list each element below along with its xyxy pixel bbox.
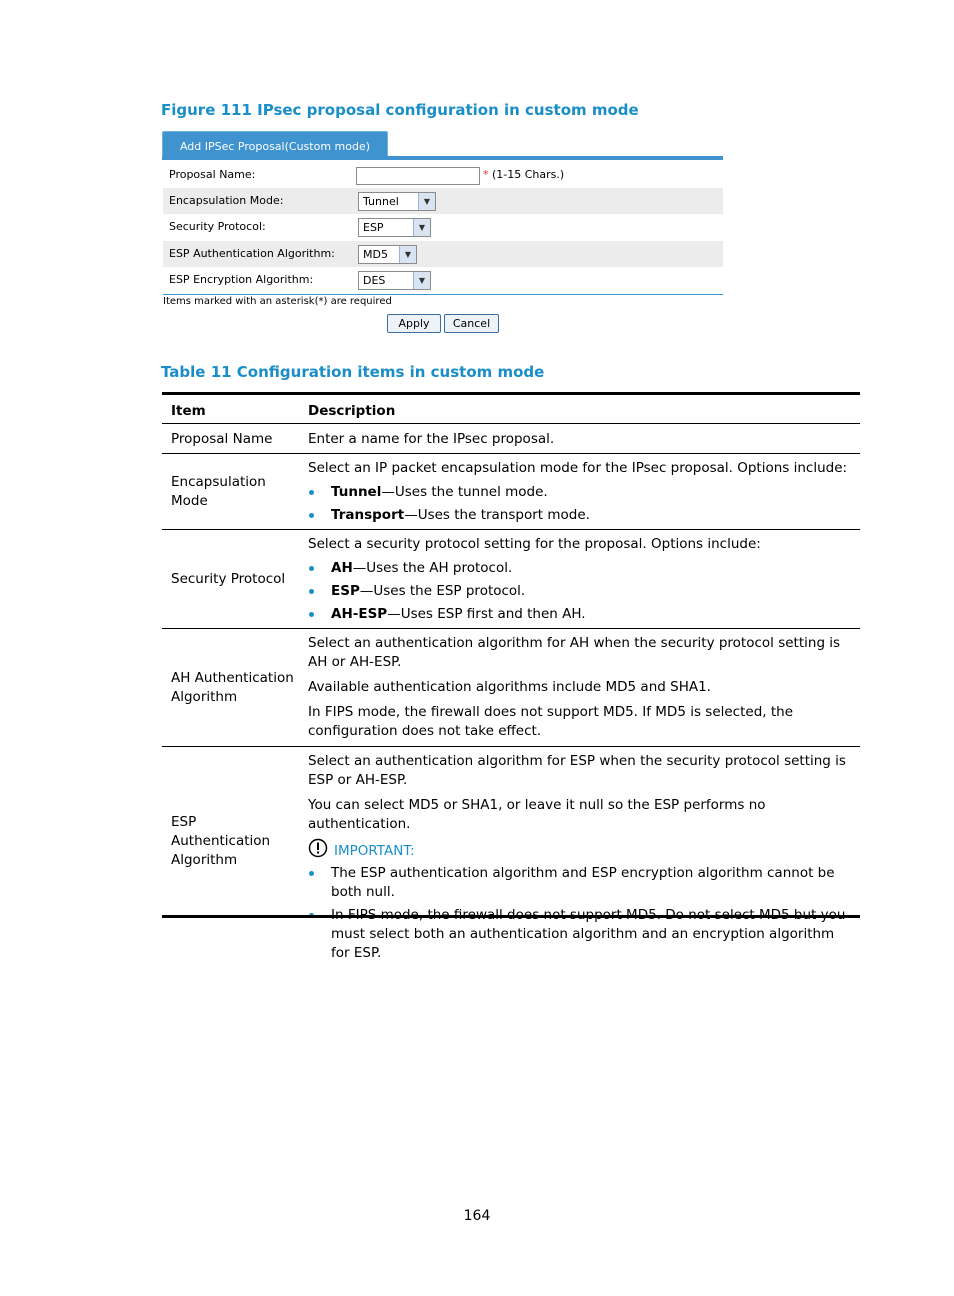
encapsulation-label: Encapsulation Mode: — [169, 194, 284, 207]
bullet-term: Tunnel — [331, 484, 382, 500]
table-top-rule — [162, 392, 860, 395]
proposal-name-row — [163, 162, 723, 188]
tab-underline — [162, 156, 723, 160]
important-label: IMPORTANT: — [334, 843, 415, 859]
encapsulation-value: Tunnel — [363, 195, 399, 208]
apply-button[interactable]: Apply — [387, 314, 441, 333]
encapsulation-row — [163, 188, 723, 214]
esp-enc-row — [163, 267, 723, 293]
warning-icon — [308, 838, 328, 858]
bullet-text: —Uses the transport mode. — [404, 507, 590, 523]
tab-strip — [162, 131, 723, 161]
required-star: * — [483, 168, 489, 181]
row-rule — [162, 529, 860, 530]
esp-auth-label: ESP Authentication Algorithm: — [169, 247, 335, 260]
list-item: The ESP authentication algorithm and ESP encryption algorithm cannot be both null. — [308, 864, 856, 902]
cancel-button[interactable]: Cancel — [444, 314, 499, 333]
important-heading — [308, 840, 856, 861]
bullet-term: Transport — [331, 507, 405, 523]
esp-auth-row — [163, 241, 723, 267]
bullet-term: ESP — [331, 583, 360, 599]
desc-paragraph: In FIPS mode, the firewall does not support MD5. If MD5 is selected, the configuration does not take effect. — [308, 704, 794, 739]
header-item: Item — [171, 403, 206, 419]
protocol-label: Security Protocol: — [169, 220, 266, 233]
bullet-text: —Uses the AH protocol. — [352, 560, 513, 576]
protocol-select[interactable] — [358, 218, 431, 237]
list-item — [308, 605, 856, 624]
encapsulation-select[interactable] — [358, 192, 436, 211]
table-bottom-rule — [162, 915, 860, 918]
page-number: 164 — [463, 1208, 491, 1224]
chevron-down-icon[interactable]: ▼ — [399, 246, 416, 263]
bullet-term: AH-ESP — [331, 606, 388, 622]
proposal-name-input[interactable] — [356, 167, 480, 185]
list-item — [308, 559, 856, 578]
table-row-desc — [308, 752, 856, 963]
table-row-item: AH Authentication Algorithm — [171, 670, 294, 705]
row-rule — [162, 628, 860, 629]
esp-enc-value: DES — [363, 274, 386, 287]
list-item — [308, 582, 856, 601]
esp-enc-label: ESP Encryption Algorithm: — [169, 273, 314, 286]
protocol-value: ESP — [363, 221, 384, 234]
header-rule — [162, 423, 860, 424]
row-rule — [162, 746, 860, 747]
bullet-text: —Uses the tunnel mode. — [381, 484, 548, 500]
figure-caption: Figure 111 IPsec proposal configuration in custom mode — [161, 101, 639, 119]
desc-text: Select a security protocol setting for the proposal. Options include: — [308, 536, 761, 552]
table-row-item: Proposal Name — [171, 431, 273, 447]
bullet-text: —Uses ESP first and then AH. — [387, 606, 586, 622]
list-item — [308, 506, 856, 525]
bullet-term: AH — [331, 560, 353, 576]
desc-paragraph: Select an authentication algorithm for AH when the security protocol setting is AH or AH-ESP. — [308, 635, 841, 670]
protocol-row — [163, 214, 723, 240]
bullet-text: —Uses the ESP protocol. — [359, 583, 526, 599]
esp-auth-select[interactable] — [358, 245, 417, 264]
required-note: Items marked with an asterisk(*) are required — [163, 296, 392, 307]
esp-enc-select[interactable] — [358, 271, 431, 290]
chevron-down-icon[interactable]: ▼ — [418, 193, 435, 210]
desc-paragraph: You can select MD5 or SHA1, or leave it null so the ESP performs no authentication. — [308, 797, 766, 832]
chevron-down-icon[interactable]: ▼ — [413, 272, 430, 289]
esp-auth-value: MD5 — [363, 248, 388, 261]
table-row-desc — [308, 459, 856, 525]
required-hint-text: (1-15 Chars.) — [492, 168, 565, 181]
table-row-desc — [308, 634, 856, 741]
form-divider — [163, 294, 723, 295]
header-description: Description — [308, 403, 396, 419]
table-caption: Table 11 Configuration items in custom mode — [161, 363, 545, 381]
desc-paragraph: Select an authentication algorithm for ESP when the security protocol setting is ESP or AH-ESP. — [308, 753, 846, 788]
table-row-item: ESP Authentication Algorithm — [171, 814, 271, 868]
list-item: must select both an authentication algorithm and an encryption algorithm for ESP. — [308, 906, 856, 963]
chevron-down-icon[interactable]: ▼ — [413, 219, 430, 236]
tab-add-ipsec-proposal[interactable]: Add IPSec Proposal(Custom mode) — [162, 131, 388, 159]
desc-paragraph: Available authentication algorithms include MD5 and SHA1. — [308, 679, 711, 695]
table-row-desc: Enter a name for the IPsec proposal. — [308, 431, 555, 447]
required-hint — [483, 162, 564, 188]
proposal-name-label: Proposal Name: — [169, 168, 256, 181]
table-row-item: Encapsulation Mode — [171, 474, 266, 509]
list-item — [308, 483, 856, 502]
desc-text: Select an IP packet encapsulation mode for the IPsec proposal. Options include: — [308, 460, 848, 476]
table-row-desc — [308, 535, 856, 624]
row-rule — [162, 453, 860, 454]
table-row-item: Security Protocol — [171, 571, 286, 587]
